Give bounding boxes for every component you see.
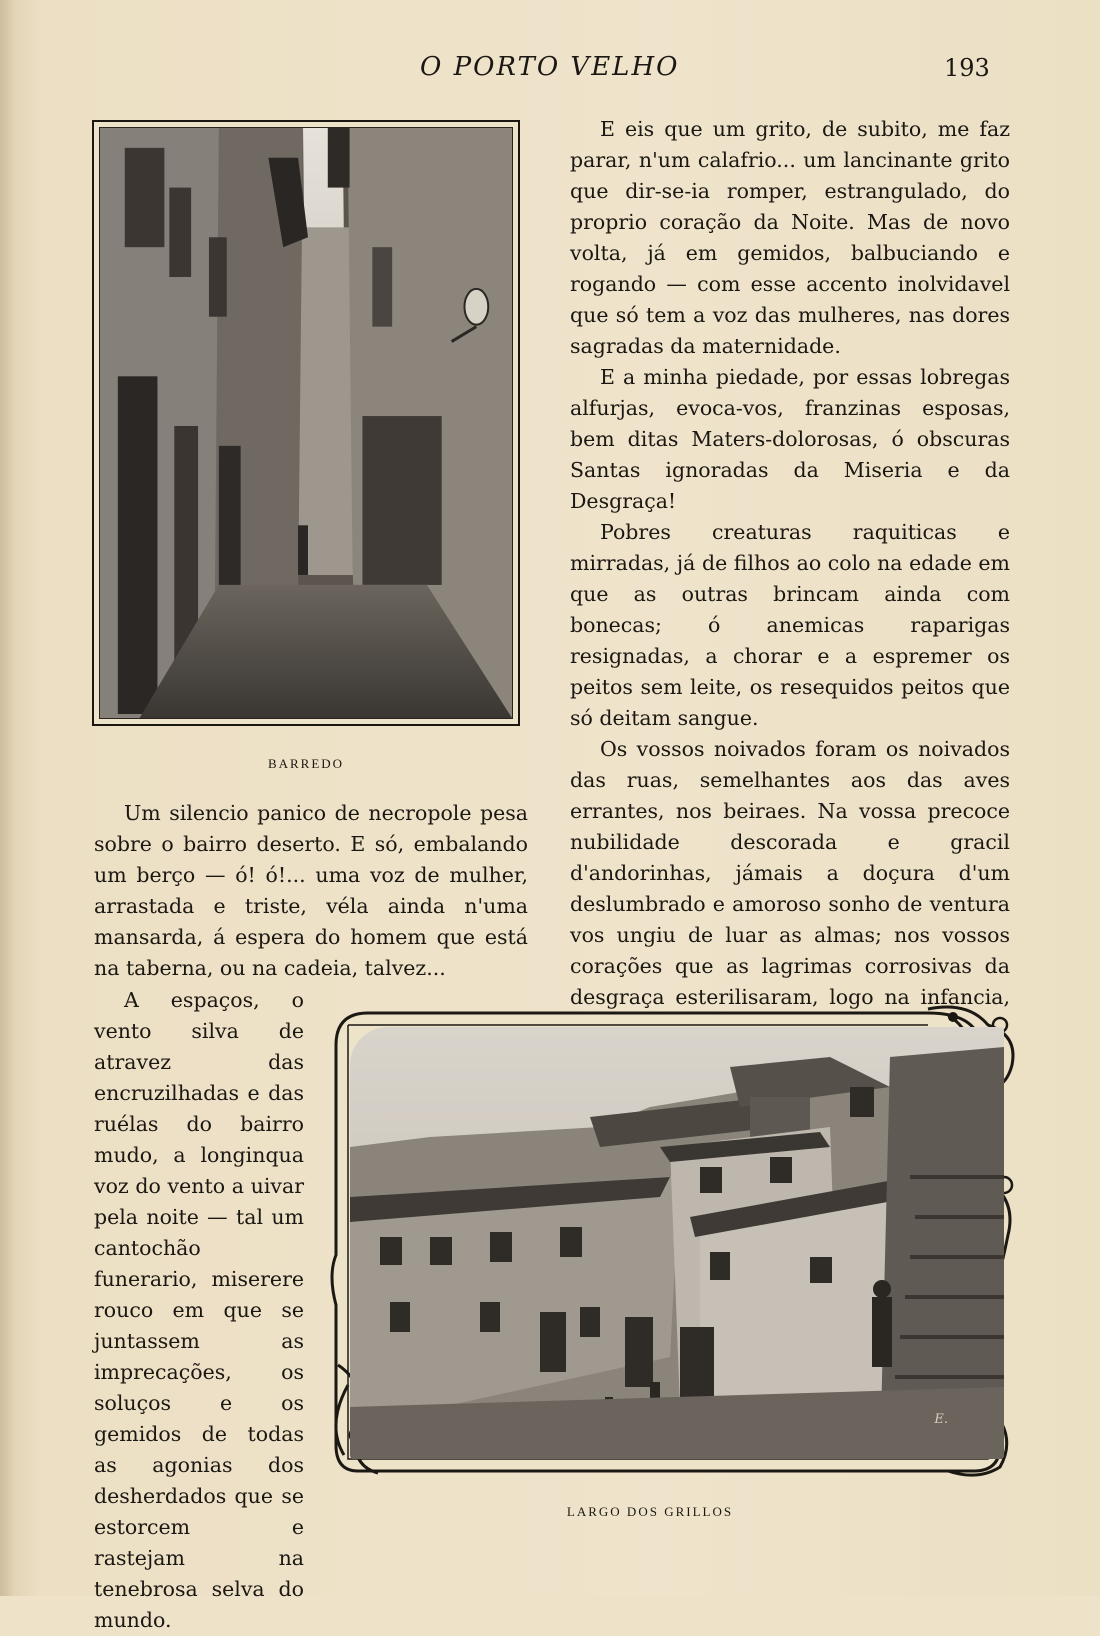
paragraph: Um silencio panico de necropole pesa sobre o bairro deserto. E só, embalando um berço — ó! ó!... uma voz de mulher, arrastada e triste, véla ainda n'uma mansarda, á espera do homem que está na taberna, ou na cadeia, talvez...	[94, 801, 528, 980]
text-column-right	[570, 114, 1010, 1044]
photo-largo-dos-grillos-image	[350, 1027, 1004, 1459]
text-column-left	[94, 798, 528, 984]
photo-barredo	[92, 120, 520, 726]
page-spine-shadow	[0, 0, 14, 1596]
photo-largo-dos-grillos	[328, 1005, 1018, 1481]
photo-barredo-image	[99, 127, 513, 719]
paragraph: Os vossos noivados foram os noivados das ruas, semelhantes aos das aves errantes, nos beiraes. Na vossa precoce nubilidade descorada e gracil d'andorinhas, jámais a doçura d'um deslumbrado e amoroso sonho de ventura vos ungiu de luar as almas; nos vossos corações que as lagrimas corrosivas da desgraça esterilisaram, logo na infancia,	[570, 737, 1010, 1009]
paragraph: E eis que um grito, de subito, me faz parar, n'um calafrio... um lancinante grito que dir-se-ia romper, estrangulado, do proprio coração da Noite. Mas de novo volta, já em gemidos, balbuciando e rogando — com esse accento inolvidavel que só tem a voz das mulheres, nas dores sagradas da maternidade.	[570, 117, 1010, 358]
photo-caption-barredo: BARREDO	[267, 756, 345, 771]
paragraph: Pobres creaturas raquiticas e mirradas, já de filhos ao colo na edade em que as outras brincam ainda com bonecas; ó anemicas raparigas resignadas, a chorar e a espremer os peitos sem leite, os resequidos peitos que só deitam sangue.	[570, 520, 1010, 730]
paragraph: A espaços, o vento silva de atravez das encruzilhadas e das ruélas do bairro mudo, a longinqua voz do vento a uivar pela noite — tal um cantochão funerario, miserere rouco em que se juntassem as imprecações, os soluços e os gemidos de todas as agonias dos desherdados que se estorcem e rastejam na tenebrosa selva do mundo.	[94, 988, 304, 1632]
text-column-left-narrow	[94, 985, 304, 1636]
photo-caption-largo-dos-grillos: LARGO DOS GRILLOS	[566, 1504, 734, 1519]
paragraph: E a minha piedade, por essas lobregas alfurjas, evoca-vos, franzinas esposas, bem ditas Maters-dolorosas, ó obscuras Santas ignoradas da Miseria e da Desgraça!	[570, 365, 1010, 513]
photographer-signature: E.	[934, 1412, 948, 1427]
page-number: 193	[944, 54, 990, 82]
running-head: O PORTO VELHO	[420, 52, 680, 82]
